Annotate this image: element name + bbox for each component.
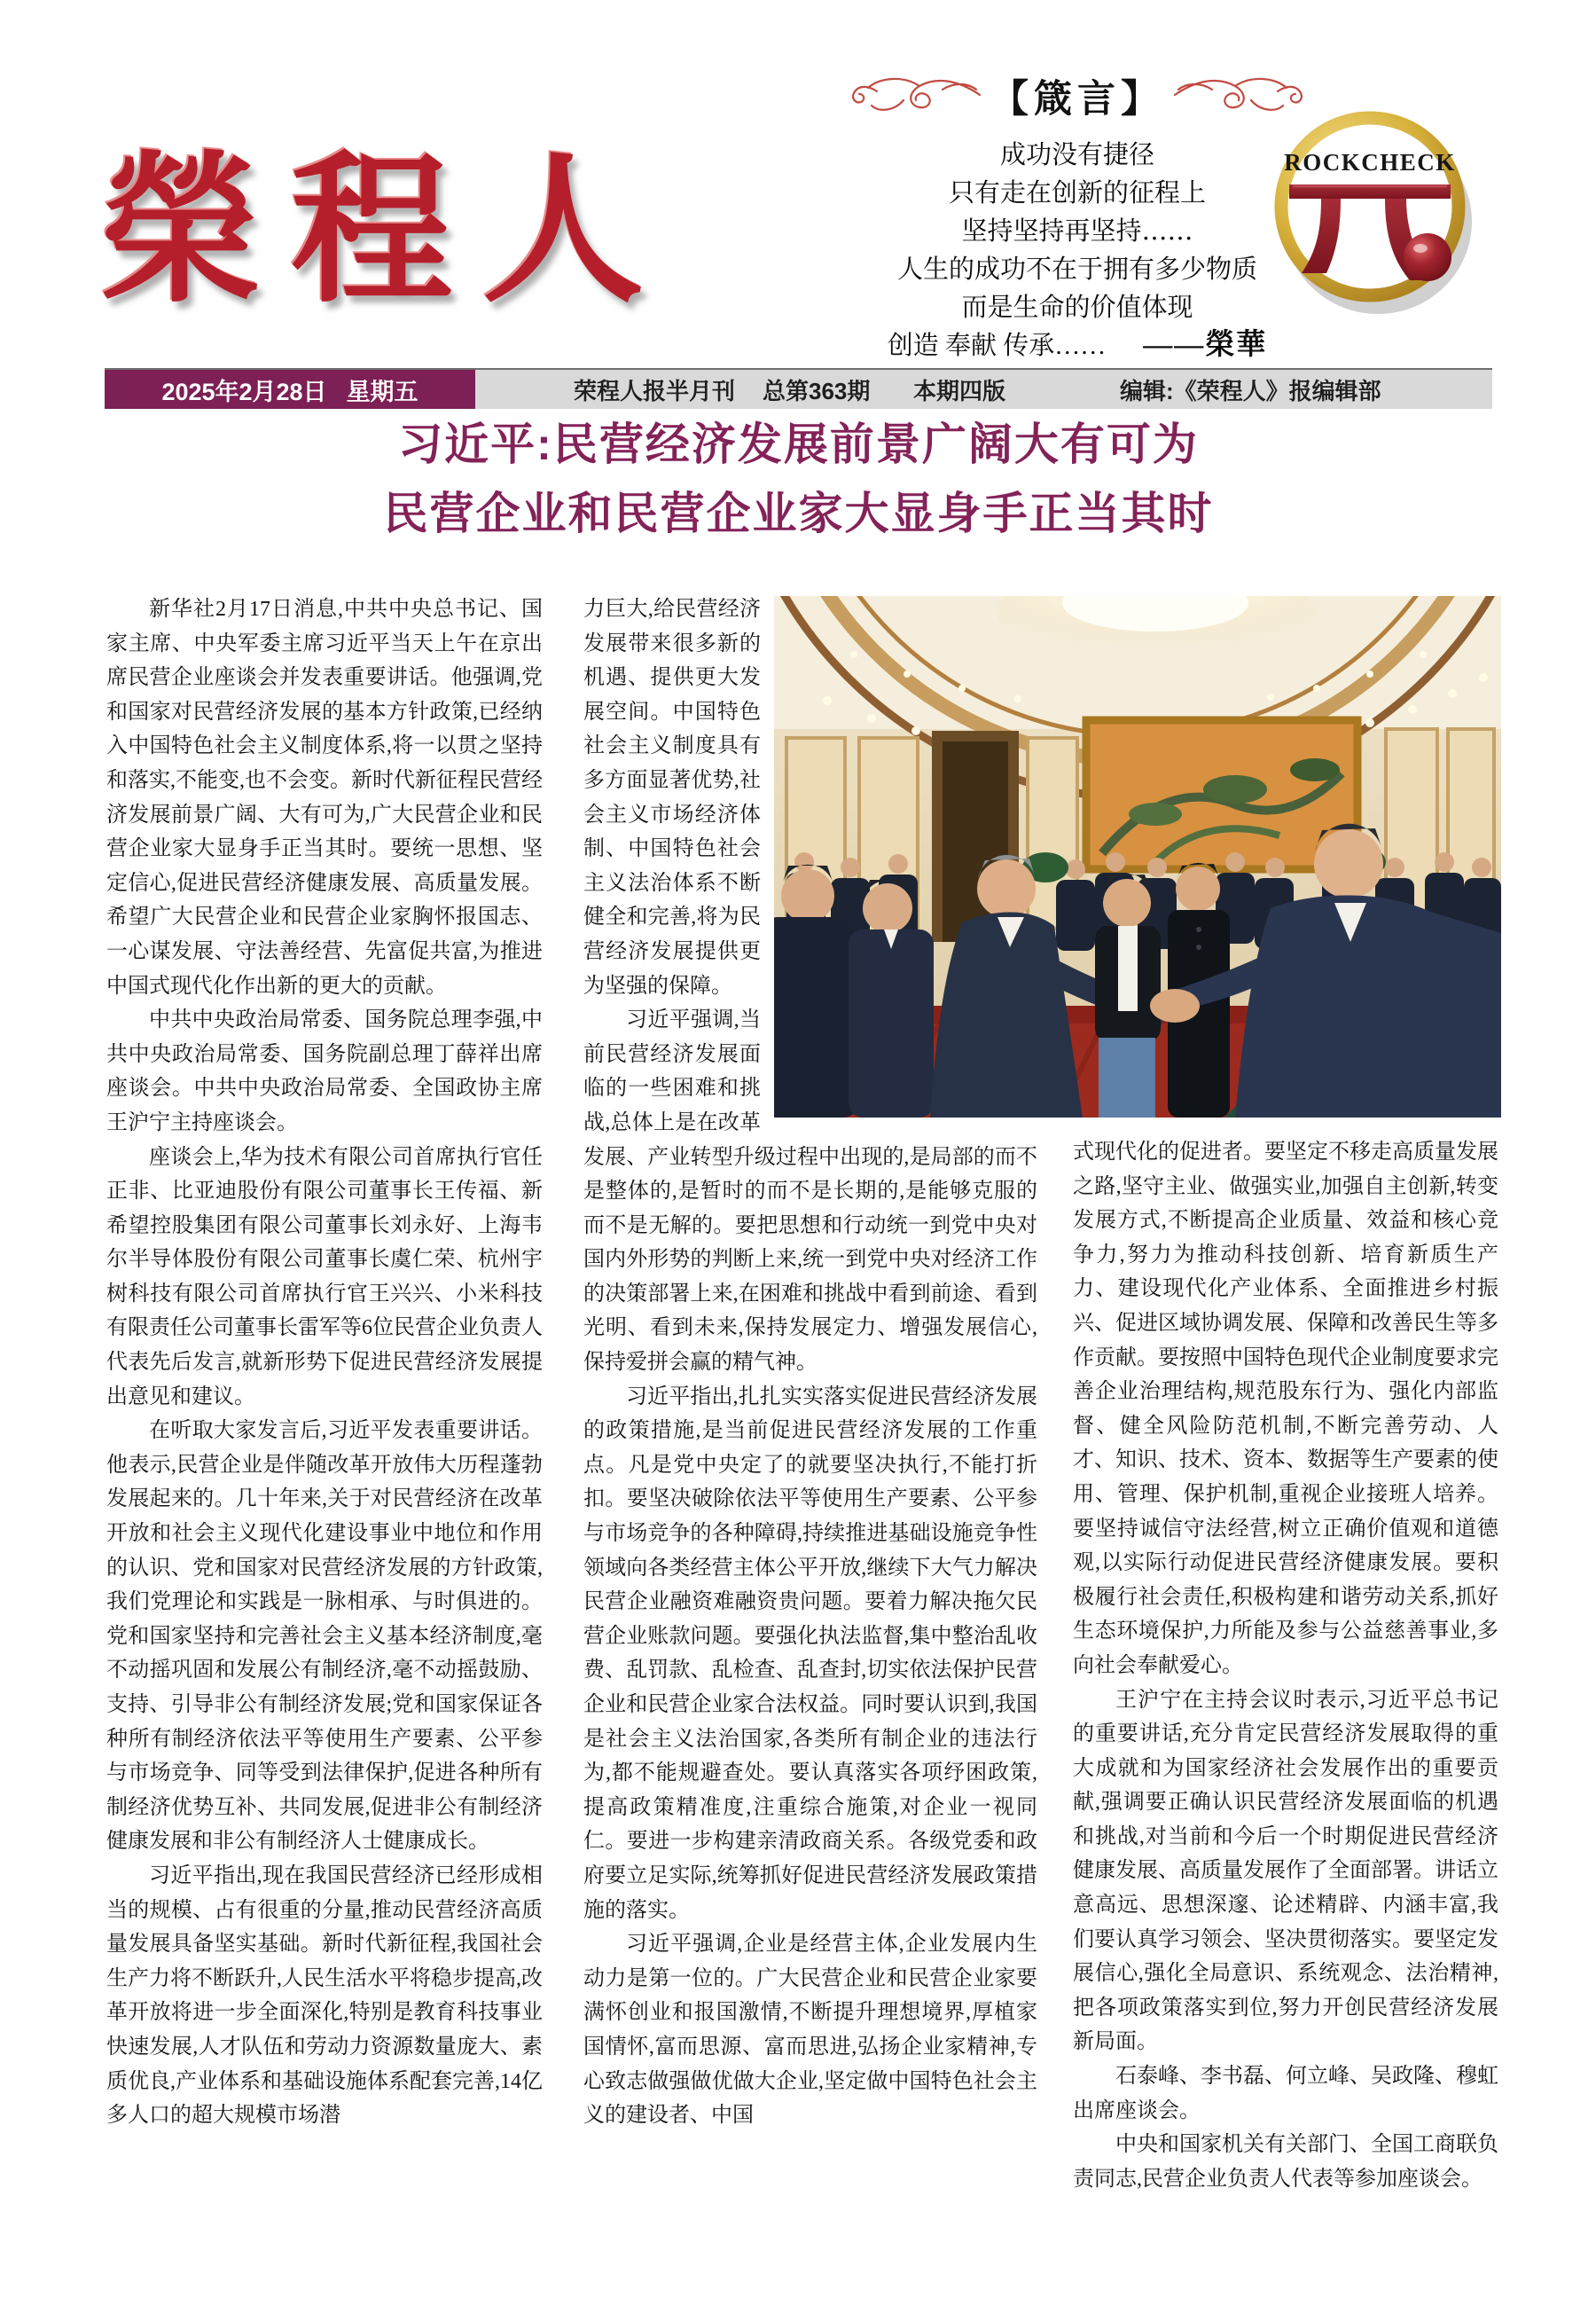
text-line: 只有走在创新的征程上 bbox=[948, 177, 1206, 208]
dateline-weekday: 星期五 bbox=[346, 378, 419, 405]
text-line: 王沪宁在主持会议时表示,习近平总书记的重要讲话,充分肯定民营经济发展取得的重大成就和为国家经济社会发展作出的重要贡献,强调要正确认识民营经济发展面临的机遇和挑战,对当前和今后一个时期促进民营经济健康发展、高质量发展作了全面部署。讲话立意高远、思想深邃、论述精辟、内涵丰富,我们要认真学习领会、坚决贯彻落实。要坚定发展信心,强化全局意识、系统观念、法治精神,把各项政策落实到位,努力开创民营经济发展新局面。 bbox=[1073, 1688, 1498, 2054]
motto-signature: ——榮華 bbox=[1143, 329, 1268, 361]
dateline-publication: 荣程人报半月刊 bbox=[574, 377, 736, 404]
motto-title: 【箴言】 bbox=[990, 79, 1164, 121]
motto-lines bbox=[820, 136, 1334, 326]
logo-ball bbox=[1404, 233, 1451, 281]
text-line: 习近平强调,当前民营经济发展面临的一些困难和挑战,总体上是在改革发展、产业转型升级过程中出现的,是局部的而不是整体的,是暂时的而不是长期的,是能够克服的而不是无解的。要把思想和行动统一到党中央对国内外形势的判断上来,统一到党中央对经济工作的决策部署上来,在困难和挑战中看到前途、看到光明、看到未来,保持发展定力、增强发展信心,保持爱拼会赢的精气神。 bbox=[583, 1008, 1037, 1375]
text-line: 习近平指出,现在我国民营经济已经形成相当的规模、占有很重的分量,推动民营经济高质量发展具备坚实基础。新时代新征程,我国社会生产力将不断跃升,人民生活水平将稳步提高,改革开放将进一步全面深化,特别是教育科技事业快速发展,人才队伍和劳动力资源数量庞大、素质优良,产业体系和基础设施体系配套完善,14亿多人口的超大规模市场潜 bbox=[106, 1863, 543, 2128]
photo-painting bbox=[1086, 720, 1357, 869]
headline-line2: 民营企业和民营企业家大显身手正当其时 bbox=[383, 489, 1214, 538]
text-line: 中央和国家机关有关部门、全国工商联负责同志,民营企业负责人代表等参加座谈会。 bbox=[1073, 2133, 1498, 2191]
dateline-date: 2025年2月28日 bbox=[161, 378, 327, 405]
text-line: 习近平强调,企业是经营主体,企业发展内生动力是第一位的。广大民营企业和民营企业家要满怀创业和报国激情,不断提升理想境界,厚植家国情怀,富而思源、富而思进,弘扬企业家精神,专心致志做强做优做大企业,坚定做中国特色社会主义的建设者、中国 bbox=[583, 1933, 1037, 2128]
rockcheck-logo bbox=[1263, 99, 1483, 319]
main-headline bbox=[105, 410, 1492, 548]
text-line: 习近平指出,扎扎实实落实促进民营经济发展的政策措施,是当前促进民营经济发展的工作重点。凡是党中央定了的就要坚决执行,不能打折扣。要坚决破除依法平等使用生产要素、公平参与市场竞争的各种障碍,持续推进基础设施竞争性领域向各类经营主体公平开放,继续下大气力解决民营企业融资难融资贵问题。要着力解决拖欠民营企业账款问题。要强化执法监督,集中整治乱收费、乱罚款、乱检查、乱查封,切实依法保护民营企业和民营企业家合法权益。同时要认识到,我国是社会主义法治国家,各类所有制企业的违法行为,都不能规避查处。要认真落实各项纾困政策,提高政策精准度,注重综合施策,对企业一视同仁。要进一步构建亲清政商关系。各级党委和政府要立足实际,统筹抓好促进民营经济发展政策措施的落实。 bbox=[583, 1384, 1037, 1922]
text-line: 式现代化的促进者。要坚定不移走高质量发展之路,坚守主业、做强实业,加强自主创新,转变发展方式,不断提高企业质量、效益和核心竞争力,努力为推动科技创新、培育新质生产力、建设现代化产业体系、全面推进乡村振兴、促进区域协调发展、保障和改善民生等多作贡献。要按照中国特色现代企业制度要求完善企业治理结构,规范股东行为、强化内部监督、健全风险防范机制,不断完善劳动、人才、知识、技术、资本、数据等生产要素的使用、管理、保护机制,重视企业接班人培养。要坚持诚信守法经营,树立正确价值观和道德观,以实际行动促进民营经济健康发展。要积极履行社会责任,积极构建和谐劳动关系,抓好生态环境保护,力所能及参与公益慈善事业,多向社会奉献爱心。 bbox=[1073, 1141, 1498, 1677]
text-line: 新华社2月17日消息,中共中央总书记、国家主席、中央军委主席习近平当天上午在京出席民营企业座谈会并发表重要讲话。他强调,党和国家对民营经济发展的基本方针政策,已经纳入中国特色社会主义制度体系,将一以贯之坚持和落实,不能变,也不会变。新时代新征程民营经济发展前景广阔、大有可为,广大民营企业和民营企业家大显身手正当其时。要统一思想、坚定信心,促进民营经济健康发展、高质量发展。希望广大民营企业和民营企业家胸怀报国志、一心谋发展、守法善经营、先富促共富,为推进中国式现代化作出新的更大的贡献。 bbox=[106, 598, 543, 998]
text-line: 石泰峰、李书磊、何立峰、吴政隆、穆虹出席座谈会。 bbox=[1073, 2065, 1498, 2122]
dateline-bar bbox=[105, 368, 1492, 409]
text-line: 坚持坚持再坚持…… bbox=[961, 216, 1193, 246]
motto-last-text: 创造 奉献 传承…… bbox=[887, 332, 1107, 360]
motto-header bbox=[820, 69, 1334, 123]
masthead-title: 榮程人 bbox=[99, 135, 674, 325]
article-body bbox=[106, 592, 1498, 2251]
motto-block bbox=[820, 69, 1334, 365]
photo-handshake bbox=[1150, 989, 1200, 1023]
article-column-1 bbox=[106, 592, 543, 2133]
headline-line1: 习近平:民营经济发展前景广阔大有可为 bbox=[398, 420, 1199, 469]
dateline-date-block bbox=[105, 370, 475, 409]
news-photo bbox=[774, 596, 1501, 1118]
dateline-issue: 总第363期 bbox=[763, 377, 871, 404]
dateline-editor: 编辑:《荣程人》报编辑部 bbox=[1120, 377, 1381, 404]
text-line: 中共中央政治局常委、国务院总理李强,中共中央政治局常委、国务院副总理丁薛祥出席座谈会。中共中央政治局常委、全国政协主席王沪宁主持座谈会。 bbox=[106, 1008, 543, 1134]
flourish-left-icon bbox=[850, 70, 983, 122]
text-line: 座谈会上,华为技术有限公司首席执行官任正非、比亚迪股份有限公司董事长王传福、新希望控股集团有限公司董事长刘永好、上海韦尔半导体股份有限公司董事长虞仁荣、杭州宇树科技有限公司首席执行官王兴兴、小米科技有限责任公司董事长雷军等6位民营企业负责人代表先后发言,就新形势下促进民营经济发展提出意见和建议。 bbox=[106, 1145, 543, 1408]
logo-ball-highlight bbox=[1413, 244, 1428, 253]
text-line: 成功没有捷径 bbox=[999, 139, 1154, 169]
text-line: 在听取大家发言后,习近平发表重要讲话。他表示,民营企业是伴随改革开放伟大历程蓬勃发展起来的。几十年来,关于对民营经济在改革开放和社会主义现代化建设事业中地位和作用的认识、党和国家对民营经济发展的方针政策,我们党理论和实践是一脉相承、与时俱进的。党和国家坚持和完善社会主义基本经济制度,毫不动摇巩固和发展公有制经济,毫不动摇鼓励、支持、引导非公有制经济发展;党和国家保证各种所有制经济依法平等使用生产要素、公平参与市场竞争、同等受到法律保护,促进各种所有制经济优势互补、共同发展,促进非公有制经济健康发展和非公有制经济人士健康成长。 bbox=[106, 1419, 543, 1854]
dateline-edition: 本期四版 bbox=[913, 377, 1006, 404]
text-line: 力巨大,给民营经济发展带来很多新的机遇、提供更大发展空间。中国特色社会主义制度具有多方面显著优势,社会主义市场经济体制、中国特色社会主义法治体系不断健全和完善,将为民营经济发展提供更为坚强的保障。 bbox=[583, 598, 761, 998]
text-line: 而是生命的价值体现 bbox=[961, 292, 1193, 322]
text-line: 人生的成功不在于拥有多少物质 bbox=[896, 254, 1257, 284]
logo-brand-text: ROCKCHECK bbox=[1284, 149, 1456, 176]
motto-last-line bbox=[820, 326, 1334, 365]
